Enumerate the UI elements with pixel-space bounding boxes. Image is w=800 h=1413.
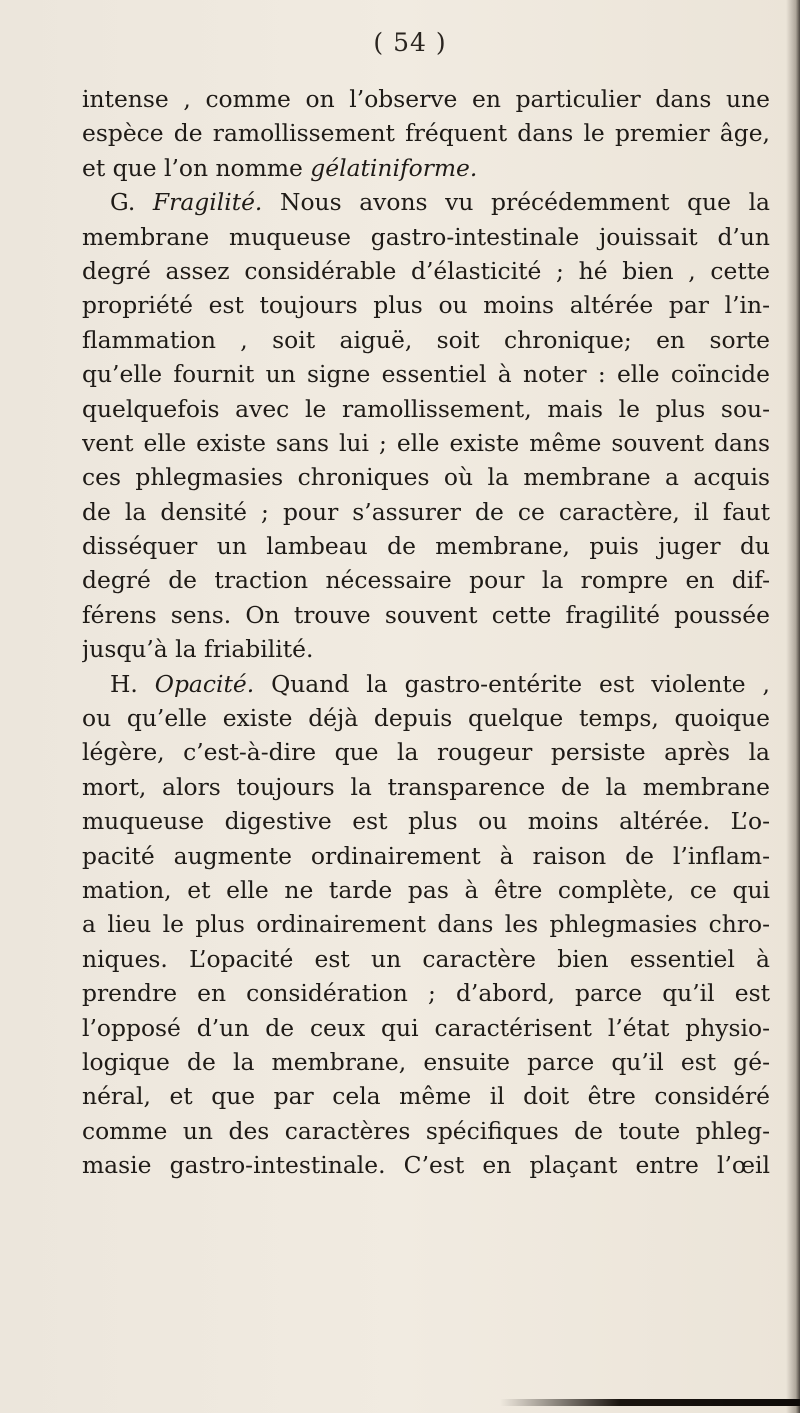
page-edge-shadow bbox=[786, 0, 800, 1413]
section-title: Opacité. bbox=[154, 669, 255, 698]
text-line: vent elle existe sans lui ; elle existe même souvent dans bbox=[82, 428, 770, 457]
text-line: muqueuse digestive est plus ou moins altérée. L’o- bbox=[82, 807, 770, 836]
text-line: a lieu le plus ordinairement dans les phlegmasies chro- bbox=[82, 910, 770, 939]
section-title: Fragilité. bbox=[152, 188, 263, 217]
text-line: membrane muqueuse gastro-intestinale jouissait d’un bbox=[82, 222, 770, 251]
text-line: masie gastro-intestinale. C’est en plaçant entre l’œil bbox=[82, 1151, 770, 1180]
section-label: H. bbox=[110, 669, 138, 698]
text-line: degré de traction nécessaire pour la rompre en dif- bbox=[82, 566, 770, 595]
text-line: mation, et elle ne tarde pas à être complète, ce qui bbox=[82, 875, 770, 904]
text-line: férens sens. On trouve souvent cette fragilité poussée bbox=[82, 600, 770, 629]
text-line: de la densité ; pour s’assurer de ce caractère, il faut bbox=[82, 497, 770, 526]
text-line: mort, alors toujours la transparence de la membrane bbox=[82, 772, 770, 801]
text-line: niques. L’opacité est un caractère bien essentiel à bbox=[82, 944, 770, 973]
italic-term: gélatiniforme. bbox=[310, 153, 478, 182]
text-line: propriété est toujours plus ou moins altérée par l’in- bbox=[82, 291, 770, 320]
text-line: quelquefois avec le ramollissement, mais le plus sou- bbox=[82, 394, 770, 423]
section-g-heading-line: G. Fragilité. Nous avons vu précédemment que la bbox=[110, 188, 770, 217]
page-number: ( 54 ) bbox=[373, 28, 447, 57]
text-line: intense , comme on l’observe en particulier dans une bbox=[82, 85, 770, 113]
text-line: prendre en considération ; d’abord, parce qu’il est bbox=[82, 979, 770, 1008]
text-line: l’opposé d’un de ceux qui caractérisent l’état physio- bbox=[82, 1013, 770, 1042]
section-h-heading-line: H. Opacité. Quand la gastro-entérite est violente , bbox=[110, 669, 770, 698]
text-line: logique de la membrane, ensuite parce qu’il est gé- bbox=[82, 1047, 770, 1076]
body-text bbox=[82, 82, 770, 1183]
text-line: légère, c’est-à-dire que la rougeur persiste après la bbox=[82, 738, 770, 767]
text-line: degré assez considérable d’élasticité ; hé bien , cette bbox=[82, 256, 770, 285]
text-line: disséquer un lambeau de membrane, puis juger du bbox=[82, 532, 770, 561]
text-line: et que l’on nomme gélatiniforme. bbox=[82, 153, 478, 182]
text-line: néral, et que par cela même il doit être considéré bbox=[82, 1082, 770, 1111]
section-label: G. bbox=[110, 188, 136, 217]
text-line: comme un des caractères spécifiques de toute phleg- bbox=[82, 1116, 770, 1145]
text-line: ou qu’elle existe déjà depuis quelque temps, quoique bbox=[82, 704, 770, 733]
text-line: qu’elle fournit un signe essentiel à noter : elle coïncide bbox=[82, 360, 770, 389]
text-line: flammation , soit aiguë, soit chronique; en sorte bbox=[82, 325, 770, 354]
text-line: ces phlegmasies chroniques où la membrane a acquis bbox=[82, 463, 770, 492]
text-line: jusqu’à la friabilité. bbox=[82, 635, 314, 664]
text-line: pacité augmente ordinairement à raison de l’inflam- bbox=[82, 841, 770, 870]
bottom-rule bbox=[500, 1399, 800, 1406]
text-line: espèce de ramollissement fréquent dans le premier âge, bbox=[82, 119, 770, 148]
